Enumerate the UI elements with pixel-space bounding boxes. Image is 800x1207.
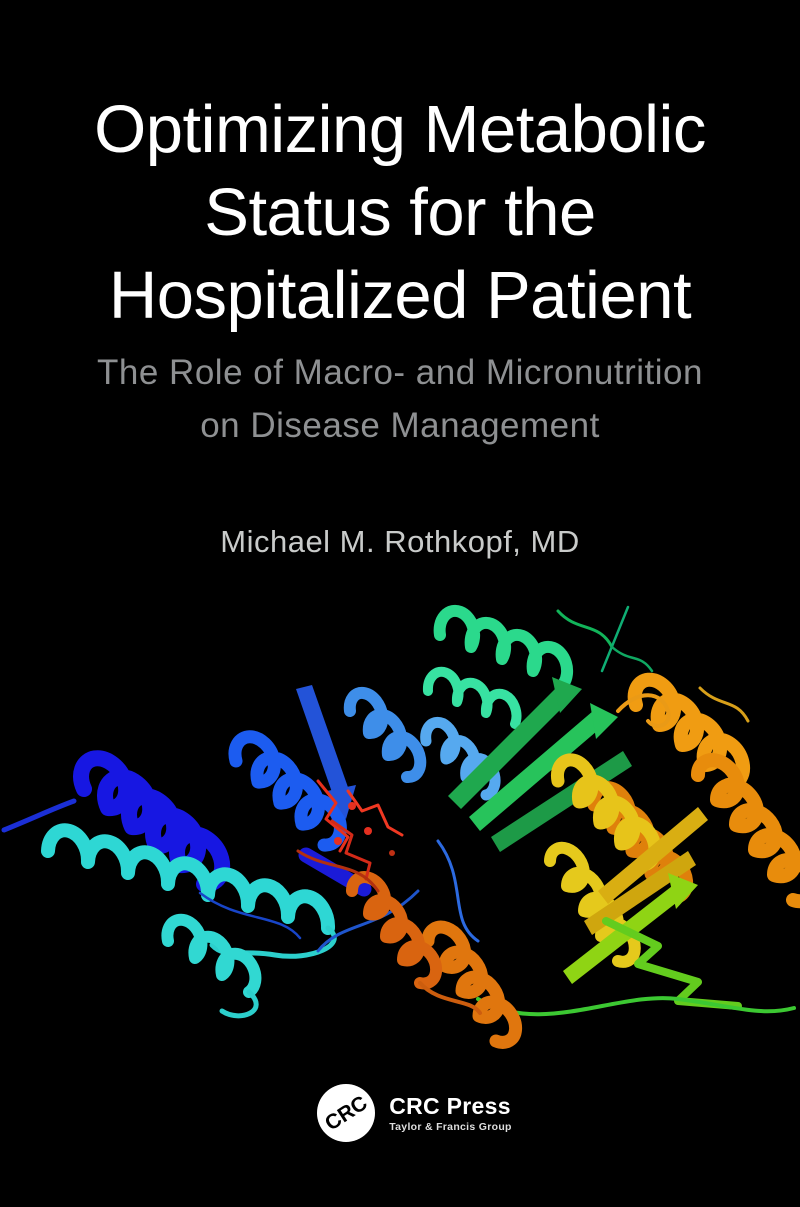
helix-coil <box>698 760 800 901</box>
publisher-text <box>389 1093 512 1133</box>
subtitle-line-1: The Role of Macro- and Micronutrition <box>97 353 703 392</box>
protein-orange-domain <box>594 680 800 901</box>
helix-coil <box>350 693 420 777</box>
title-line-2: Status for the <box>204 175 596 250</box>
helix-coil <box>428 672 517 724</box>
strand <box>558 611 612 647</box>
strand <box>364 827 372 835</box>
strand <box>389 850 395 856</box>
strand <box>478 998 794 1014</box>
helix-coil <box>167 920 255 992</box>
protein-bottom-orange-domain <box>352 877 516 1042</box>
author-name: Michael M. Rothkopf, MD <box>220 524 580 559</box>
book-title <box>0 88 800 337</box>
logo-monogram: CRC <box>321 1091 372 1136</box>
publisher-block <box>0 1083 800 1143</box>
protein-structure-illustration <box>0 593 800 1058</box>
title-line-1: Optimizing Metabolic <box>94 92 706 167</box>
publisher-group: Taylor & Francis Group <box>389 1121 512 1133</box>
strand <box>222 992 256 1016</box>
subtitle-line-2: on Disease Management <box>200 406 600 445</box>
book-subtitle <box>0 346 800 452</box>
helix-coil <box>428 927 516 1042</box>
strand <box>612 647 652 671</box>
strand <box>348 791 402 835</box>
publisher-name: CRC Press <box>389 1093 511 1119</box>
title-line-3: Hospitalized Patient <box>108 258 692 333</box>
crc-press-logo-icon <box>316 1083 376 1143</box>
helix-coil <box>440 611 567 683</box>
sheet-arrow <box>590 703 618 739</box>
strand <box>334 837 342 845</box>
protein-blue-domain <box>4 685 495 1016</box>
strand <box>348 802 356 810</box>
helix-coil <box>48 830 328 928</box>
